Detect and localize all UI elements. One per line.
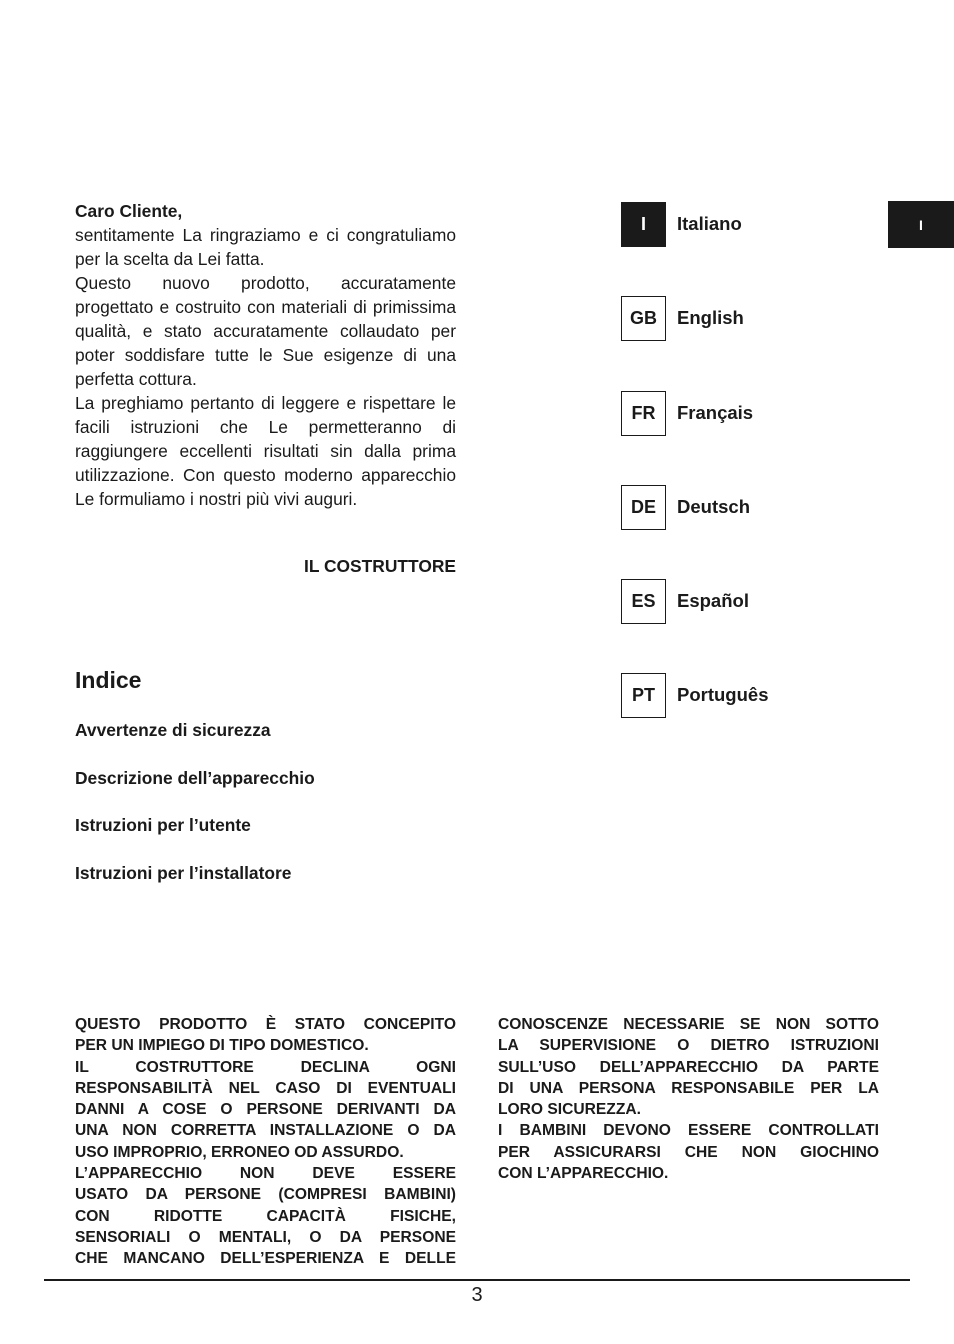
language-name: English — [677, 307, 744, 328]
language-name: Español — [677, 590, 749, 611]
language-item-espanol[interactable] — [621, 578, 749, 624]
warning-line: IL COSTRUTTORE DECLINA OGNI — [75, 1058, 456, 1076]
warning-line: PER UN IMPIEGO DI TIPO DOMESTICO. — [75, 1037, 369, 1055]
warning-line: DANNI A COSE O PERSONE DERIVANTI DA — [75, 1101, 456, 1119]
index-item-safety[interactable]: Avvertenze di sicurezza — [75, 720, 271, 740]
warning-line: RESPONSABILITÀ NEL CASO DI EVENTUALI — [75, 1079, 456, 1097]
section-tab-italiano: I — [888, 201, 954, 248]
language-code-badge: GB — [621, 296, 666, 341]
language-item-portugues[interactable] — [621, 672, 768, 718]
warning-line: SENSORIALI O MENTALI, O DA PERSONE — [75, 1228, 456, 1246]
warning-line: QUESTO PRODOTTO È STATO CONCEPITO — [75, 1016, 456, 1033]
index-item-user-instructions[interactable]: Istruzioni per l’utente — [75, 815, 251, 835]
warning-line: CONOSCENZE NECESSARIE SE NON SOTTO — [498, 1016, 879, 1033]
warning-column-1 — [75, 1014, 456, 1270]
language-name: Deutsch — [677, 496, 750, 517]
greeting-block — [75, 199, 456, 511]
warning-line: DI UNA PERSONA RESPONSABILE PER LA — [498, 1079, 879, 1097]
warning-line: LA SUPERVISIONE O DIETRO ISTRUZIONI — [498, 1037, 879, 1055]
language-code-badge: PT — [621, 673, 666, 718]
index-item-description[interactable]: Descrizione dell’apparecchio — [75, 768, 315, 788]
index-item-installer-instructions[interactable]: Istruzioni per l’installatore — [75, 863, 292, 883]
footer-rule — [44, 1279, 910, 1281]
warning-line: CHE MANCANO DELL’ESPERIENZA E DELLE — [75, 1250, 456, 1268]
warning-line: CON RIDOTTE CAPACITÀ FISICHE, — [75, 1207, 456, 1225]
salutation: Caro Cliente, — [75, 201, 183, 221]
language-code-badge: FR — [621, 391, 666, 436]
warning-line: USO IMPROPRIO, ERRONEO OD ASSURDO. — [75, 1143, 404, 1161]
language-code-badge: ES — [621, 579, 666, 624]
page-number: 3 — [471, 1284, 483, 1306]
warning-line: SULL’USO DELL’APPARECCHIO DA PARTE — [498, 1058, 879, 1076]
greeting-paragraph-1: sentitamente La ringraziamo e ci congratuliamo per la scelta da Lei fatta. — [75, 225, 456, 269]
warning-line: USATO DA PERSONE (COMPRESI BAMBINI) — [75, 1186, 456, 1204]
language-name: Português — [677, 684, 769, 705]
warning-line: CON L’APPARECCHIO. — [498, 1165, 669, 1183]
warning-line: LORO SICUREZZA. — [498, 1101, 641, 1119]
language-name: Italiano — [677, 213, 742, 234]
language-item-francais[interactable] — [621, 390, 753, 436]
signature: IL COSTRUTTORE — [303, 556, 456, 576]
language-item-english[interactable] — [621, 295, 744, 341]
language-item-italiano[interactable] — [621, 201, 742, 247]
language-item-deutsch[interactable] — [621, 484, 750, 530]
language-code-badge: DE — [621, 485, 666, 530]
greeting-paragraph-2: Questo nuovo prodotto, accuratamente progettato e costruito con materiali di primissima qualità, e stato accuratamente collaudato per poter soddisfare tutte le Sue esigenze di una perfetta cottura. — [75, 273, 456, 389]
index-title: Indice — [75, 667, 142, 693]
language-name: Français — [677, 402, 754, 423]
warning-line: UNA NON CORRETTA INSTALLAZIONE O DA — [75, 1122, 456, 1140]
warning-line: L’APPARECCHIO NON DEVE ESSERE — [75, 1165, 456, 1183]
warning-line: PER ASSICURARSI CHE NON GIOCHINO — [498, 1143, 879, 1161]
warning-line: I BAMBINI DEVONO ESSERE CONTROLLATI — [498, 1122, 879, 1140]
warning-column-2 — [498, 1014, 879, 1184]
greeting-paragraph-3: La preghiamo pertanto di leggere e rispettare le facili istruzioni che Le permetteranno di raggiungere eccellenti risultati sin dalla prima utilizzazione. Con questo moderno apparecchio Le formuliamo i nostri più vivi auguri. — [75, 393, 456, 509]
language-code-badge: I — [621, 202, 666, 247]
